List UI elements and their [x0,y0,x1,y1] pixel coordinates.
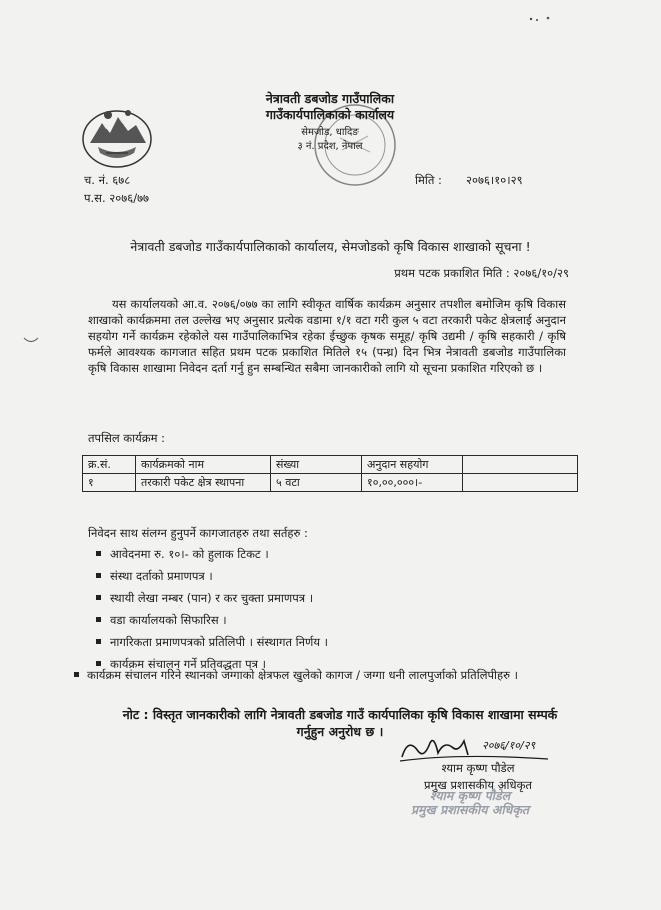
list-item-text: कार्यक्रम संचालन गरिने स्थानको जग्गाको क्षेत्रफल खुलेको कागज / जग्गा धनी लालपुर्जाको प्रतिलिपीहरु । [87,668,519,682]
stamp-name: श्याम कृष्ण पौडेल [429,788,511,803]
column-header: संख्या [271,456,362,474]
fiscal-year: प.स. २०७६/७७ [84,191,150,205]
stamp-title: प्रमुख प्रशासकीय अधिकृत [410,802,530,817]
table-header-row [83,456,578,474]
table-row [83,474,578,492]
schedule-table [82,455,578,492]
ink-mark [528,14,552,24]
signature-date: २०७६/१०/२९ [482,739,536,752]
list-item: संस्था दर्ताको प्रमाणपत्र । [88,568,328,590]
bullet-icon [74,672,79,677]
table-cell: १ [83,474,136,492]
notice-title: नेत्रावती डबजोड गाउँकार्यपालिकाको कार्यालय, सेमजोडको कृषि विकास शाखाको सूचना ! [130,239,531,254]
note-text: नोट : विस्तृत जानकारीको लागि नेत्रावती डबजोड गाउँ कार्यपालिका कृषि विकास शाखामा सम्पर्क गर्नुहुन अनुरोध छ । [122,707,558,739]
province-name: ३ नं. प्रदेश, नेपाल [297,141,363,152]
list-item: कार्यक्रम संचालन गर्ने प्रतिवद्धता पत्र । [88,656,328,678]
list-item: वडा कार्यालयको सिफारिस । [88,612,328,634]
table-cell: ५ वटा [271,474,362,492]
handwritten-signature [398,733,558,763]
municipality-name: नेत्रावती डबजोड गाउँपालिका [265,91,395,106]
date-label: मिति : [415,173,442,187]
nepal-emblem-icon [80,103,154,169]
office-name: गाउँकार्यपालिकाको कार्यालय [265,107,395,122]
column-header: अनुदान सहयोग [362,456,463,474]
publication-date: प्रथम पटक प्रकाशित मिति : २०७६/१०/२९ [394,266,569,280]
signatory-name: श्याम कृष्ण पौडेल [441,761,515,775]
table-cell: १०,००,०००।- [362,474,463,492]
requirements-label: निवेदन साथ संलग्न हुनुपर्ने कागजातहरु तथा सर्तहरु : [88,526,308,540]
signatory-title: प्रमुख प्रशासकीय अधिकृत [424,778,532,792]
list-item: आवेदनमा रु. १०।- को हुलाक टिकट । [88,546,328,568]
list-item: स्थायी लेखा नम्बर (पान) र कर चुक्ता प्रमाणपत्र । [88,590,328,612]
column-header: क्र.सं. [83,456,136,474]
empty-column-header [463,456,578,474]
reference-number: च. नं. ६७८ [84,173,131,187]
hole-punch-mark [22,336,40,344]
name-stamp [395,789,545,817]
table-cell: तरकारी पकेट क्षेत्र स्थापना [136,474,271,492]
list-item-last [74,667,560,684]
list-item: नागरिकता प्रमाणपत्रको प्रतिलिपी । संस्थागत निर्णय । [88,634,328,656]
office-address: सेमजोड, धादिङ [301,127,359,138]
notice-body: यस कार्यालयको आ.व. २०७६/०७७ का लागि स्वीकृत वार्षिक कार्यक्रम अनुसार तपशील बमोजिम कृषि विकास शाखाको कार्यक्रममा तल उल्लेख भए अनुसार प्रत्येक वडामा १/१ वटा गरी कुल ५ वटा तरकारी पकेट क्षेत्रलाई अनुदान सहयोग गर्ने कार्यक्रम रहेकोले यस गाउँपालिकाभित्र रहेका ईच्छुक कृषक समूह/ कृषि उद्यमी / कृषि सहकारी / कृषि फर्मले आवश्यक कागजात सहित प्रथम पटक प्रकाशित मितिले १५ (पन्ध्र) दिन भित्र नेत्रावती डबजोड गाउँपालिका कृषि विकास शाखामा निवेदन दर्ता गर्नु हुन सम्बन्धित सबैमा जानकारीको लागि यो सूचना प्रकाशित गरिएको छ । [88,297,566,375]
column-header: कार्यक्रमको नाम [136,456,271,474]
date-value: २०७६।१०।२९ [466,173,523,187]
schedule-label: तपसिल कार्यक्रम : [88,431,166,445]
requirements-list [88,546,328,678]
table-cell-empty [463,474,578,492]
